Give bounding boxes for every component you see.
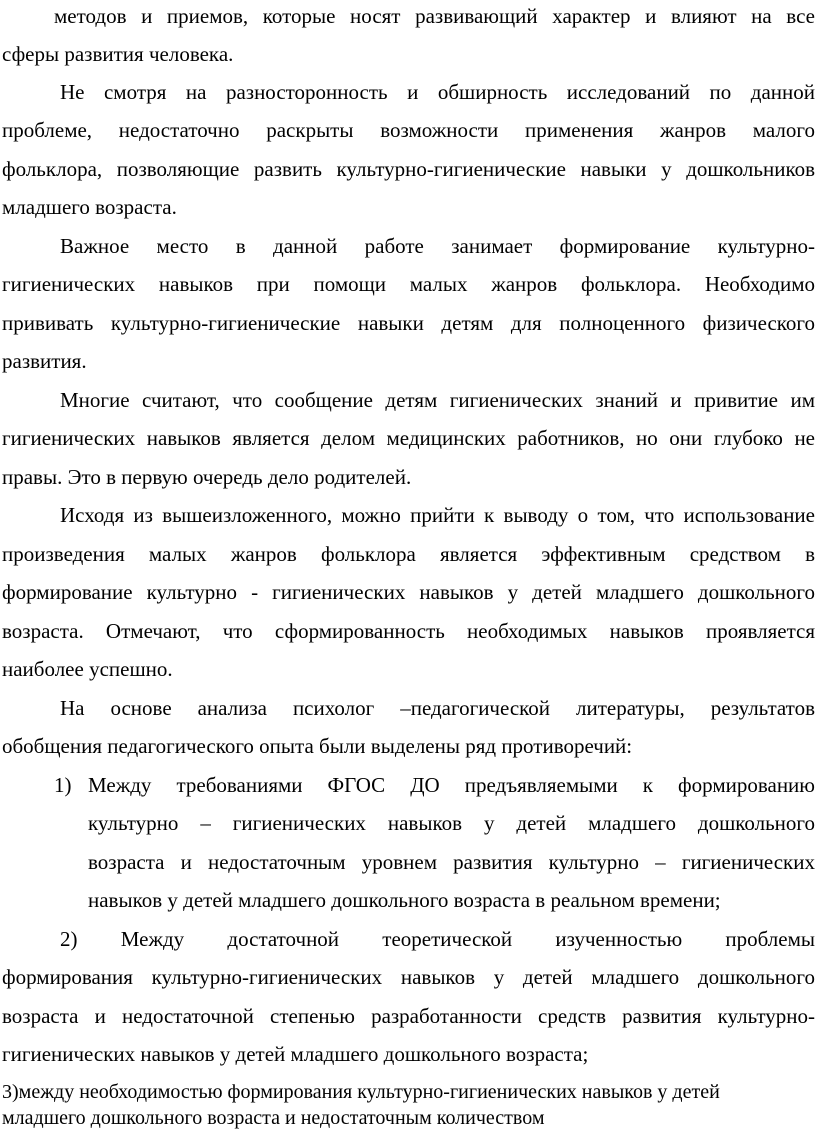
text-line: формирование культурно - гигиенических навыков у детей младшего дошкольного: [2, 580, 815, 604]
text-line: 2) Между достаточной теоретической изученностью проблемы: [60, 927, 815, 951]
text-line: 3)между необходимостью формирования культурно-гигиенических навыков у детей: [2, 1081, 720, 1103]
text-line: формирования культурно-гигиенических навыков у детей младшего дошкольного: [2, 965, 815, 989]
text-line: развития.: [2, 349, 87, 373]
text-line: младшего возраста.: [2, 195, 177, 219]
text-line: гигиенических навыков является делом медицинских работников, но они глубоко не: [2, 426, 815, 450]
text-line: произведения малых жанров фольклора является эффективным средством в: [2, 542, 815, 566]
text-line: правы. Это в первую очередь дело родителей.: [2, 465, 412, 489]
text-line: прививать культурно-гигиенические навыки детям для полноценного физического: [2, 311, 815, 335]
text-line: гигиенических навыков у детей младшего дошкольного возраста;: [2, 1042, 589, 1066]
text-line: младшего дошкольного возраста и недостаточным количеством: [2, 1107, 545, 1129]
text-line: Между требованиями ФГОС ДО предъявляемыми к формированию: [88, 773, 815, 797]
text-line: Важное место в данной работе занимает формирование культурно-: [60, 234, 815, 258]
text-line: сферы развития человека.: [2, 42, 234, 66]
text-line: фольклора, позволяющие развить культурно-гигиенические навыки у дошкольников: [2, 157, 815, 181]
text-line: возраста. Отмечают, что сформированность необходимых навыков проявляется: [2, 619, 815, 643]
text-line: наиболее успешно.: [2, 657, 173, 681]
text-line: навыков у детей младшего дошкольного возраста в реальном времени;: [88, 888, 721, 912]
text-line: Исходя из вышеизложенного, можно прийти к выводу о том, что использование: [60, 503, 815, 527]
text-line: Не смотря на разносторонность и обширность исследований по данной: [60, 80, 815, 104]
text-line: Многие считают, что сообщение детям гигиенических знаний и привитие им: [60, 388, 815, 412]
text-line: методов и приемов, которые носят развивающий характер и влияют на все: [54, 4, 815, 28]
text-line: культурно – гигиенических навыков у детей младшего дошкольного: [88, 811, 815, 835]
text-line: проблеме, недостаточно раскрыты возможности применения жанров малого: [2, 118, 815, 142]
text-line: гигиенических навыков при помощи малых жанров фольклора. Необходимо: [2, 272, 815, 296]
text-line: возраста и недостаточным уровнем развития культурно – гигиенических: [88, 850, 815, 874]
text-line: На основе анализа психолог –педагогической литературы, результатов: [60, 696, 815, 720]
list-marker: 1): [54, 773, 72, 797]
text-line: возраста и недостаточной степенью разработанности средств развития культурно-: [2, 1004, 815, 1028]
text-line: обобщения педагогического опыта были выделены ряд противоречий:: [2, 734, 633, 758]
